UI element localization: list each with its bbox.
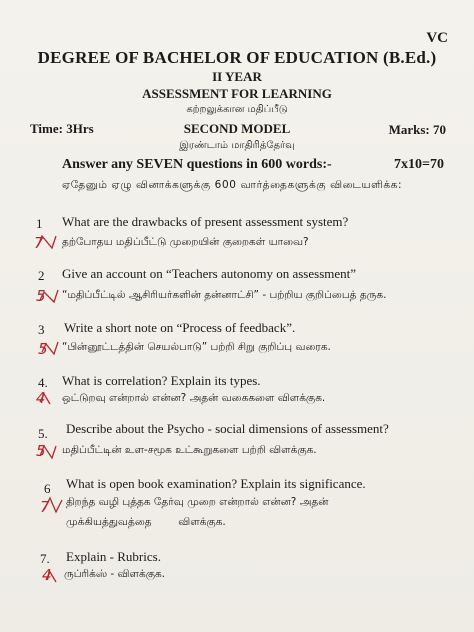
question-english: What is open book examination? Explain its significance. [66, 476, 366, 491]
question-number: 5. [38, 426, 48, 441]
question-english: What is correlation? Explain its types. [62, 373, 261, 388]
handwritten-mark: 5 [36, 442, 46, 460]
question-tamil: திறந்த வழி புத்தக தேர்வு முறை என்றால் என்ன? அதன் [66, 496, 329, 508]
question-tamil: மதிப்பீட்டின் உள-சமூக உட்கூறுகளை பற்றி விளக்குக. [62, 444, 317, 456]
red-tick-mark [42, 342, 58, 354]
question-number: 3 [38, 322, 45, 337]
subject-title-tamil: கற்றலுக்கான மதிப்பீடு [186, 104, 288, 115]
instruction-english: Answer any SEVEN questions in 600 words:- [62, 157, 332, 172]
marks-label: Marks: 70 [388, 122, 446, 137]
red-tick-mark [40, 394, 50, 404]
question-tamil: “பின்னூட்டத்தின் செயல்பாடு” பற்றி சிறு குறிப்பு வரைக. [62, 341, 331, 353]
red-tick-mark [38, 236, 56, 248]
instruction-tamil: ஏதேனும் ஏழு வினாக்களுக்கு 600 வார்த்தைகளுக்கு விடையளிக்க: [62, 179, 403, 191]
model-label: SECOND MODEL [183, 121, 291, 136]
red-tick-mark [40, 446, 56, 458]
question-tamil: “மதிப்பீட்டில் ஆசிரியர்களின் தன்னாட்சி” - பற்றிய குறிப்பைத் தருக. [62, 289, 387, 301]
year-label: II YEAR [212, 69, 262, 84]
question-number: 6 [44, 481, 51, 496]
subject-title: ASSESSMENT FOR LEARNING [142, 86, 332, 101]
handwritten-mark: 7 [34, 234, 44, 252]
question-english: Explain - Rubrics. [66, 549, 161, 564]
question-number: 1 [36, 216, 43, 231]
red-tick-mark [44, 498, 62, 512]
question-tamil-continued: முக்கியத்துவத்தை விளக்குக. [66, 516, 226, 528]
question-number: 2 [38, 268, 45, 283]
handwritten-mark: 5 [36, 287, 46, 305]
question-english: Give an account on “Teachers autonomy on assessment” [62, 266, 357, 281]
instruction-marks: 7x10=70 [394, 157, 444, 172]
handwritten-mark: 4 [42, 566, 52, 584]
time-label: Time: 3Hrs [30, 121, 94, 136]
handwritten-mark: 7 [40, 498, 50, 516]
question-number: 4. [38, 375, 48, 390]
paper-code: VC [426, 30, 448, 46]
handwritten-mark: 5 [38, 340, 48, 358]
question-tamil: ஒட்டுறவு என்றால் என்ன? அதன் வகைகளை விளக்குக. [62, 392, 326, 404]
question-number: 7. [40, 551, 50, 566]
degree-title: DEGREE OF BACHELOR OF EDUCATION (B.Ed.) [37, 48, 437, 67]
handwritten-mark: 4 [36, 389, 46, 407]
question-tamil: தற்போதய மதிப்பீட்டு முறையின் குறைகள் யாவை? [62, 236, 309, 248]
red-tick-mark [46, 572, 56, 582]
question-tamil: ருப்ரிக்ஸ் - விளக்குக. [64, 568, 166, 580]
question-english: Write a short note on “Process of feedback”. [64, 320, 296, 335]
red-tick-mark [40, 290, 58, 302]
question-english: Describe about the Psycho - social dimensions of assessment? [66, 421, 389, 436]
model-label-tamil: இரண்டாம் மாதிரித்தேர்வு [179, 140, 295, 151]
question-english: What are the drawbacks of present assessment system? [62, 214, 349, 229]
